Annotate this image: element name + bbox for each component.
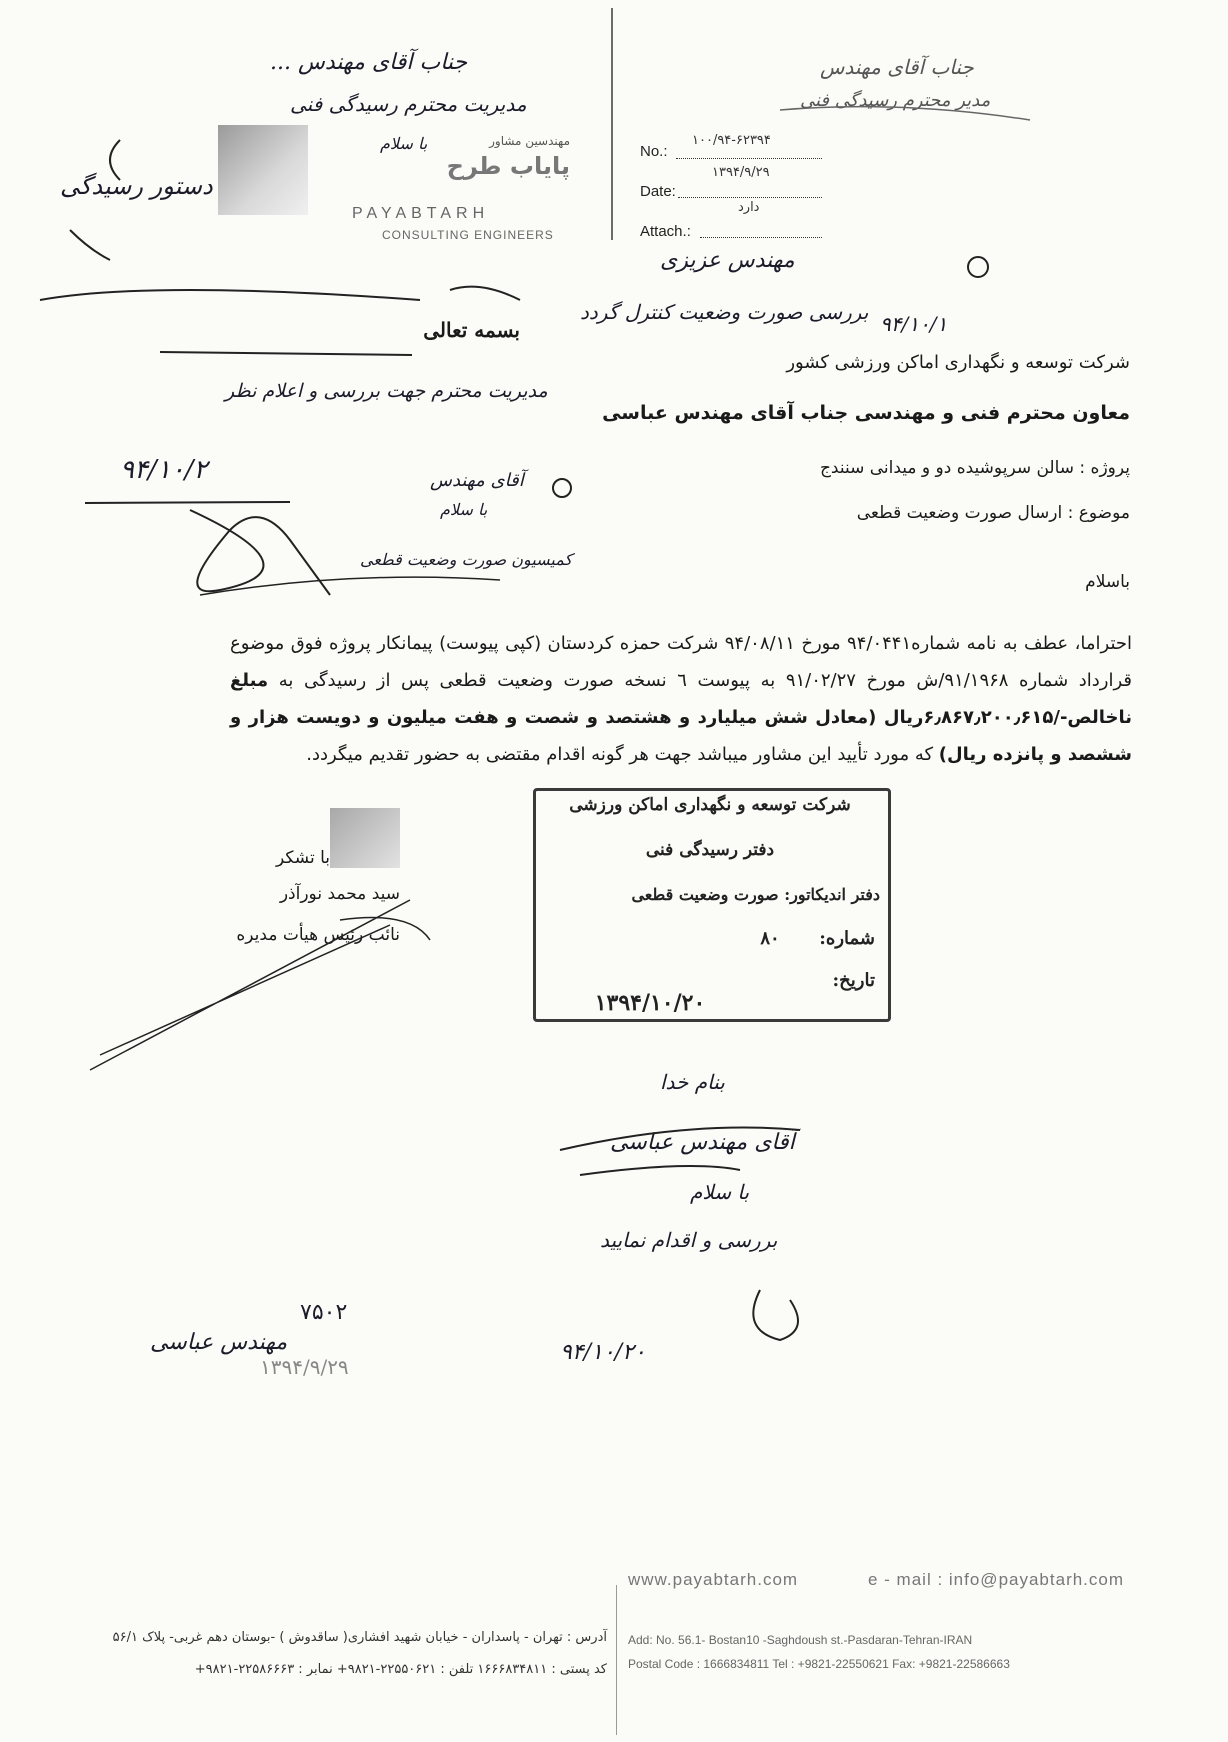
footer-address-en: Add: No. 56.1- Bostan10 -Saghdoush st.-Pasdaran-Tehran-IRAN xyxy=(628,1633,973,1647)
handwriting-middle-2: بررسی صورت وضعیت کنترل گردد xyxy=(580,300,869,324)
handwriting-lower-2: آقای مهندس عباسی xyxy=(610,1130,795,1155)
handwriting-bottom-date: ۱۳۹۴/۹/۲۹ xyxy=(260,1355,349,1379)
footer-address-fa: آدرس : تهران - پاسداران - خیابان شهید افشاری( ساقدوش ) -بوستان دهم غربی- پلاک ۵۶/۱ xyxy=(112,1630,607,1645)
stamp-line-1: شرکت توسعه و نگهداری اماکن ورزشی xyxy=(569,795,851,815)
company-name-en: PAYABTARH xyxy=(352,205,490,222)
handwriting-lower-date: ۹۴/۱۰/۲۰ xyxy=(560,1340,646,1365)
recipient-person: معاون محترم فنی و مهندسی جناب آقای مهندس عباسی xyxy=(602,402,1130,424)
handwriting-top-right-2: مدیر محترم رسیدگی فنی xyxy=(800,90,991,111)
footer-postal-fa: کد پستی : ۱۶۶۶۸۳۴۸۱۱ تلفن : ۲۲۵۵۰۶۲۱-۹۸۲۱+ نمابر : ۲۲۵۸۶۶۶۳-۹۸۲۱+ xyxy=(194,1662,607,1677)
recipient-org: شرکت توسعه و نگهداری اماکن ورزشی کشور xyxy=(786,352,1130,373)
signer-title: نائب رئیس هیأت مدیره xyxy=(236,925,400,945)
footer-website[interactable]: www.payabtarh.com xyxy=(628,1570,799,1589)
handwriting-middle-date: ۹۴/۱۰/۱ xyxy=(880,312,948,336)
stamp-line-3: دفتر اندیکاتور: صورت وضعیت قطعی xyxy=(631,885,880,904)
body-part-2: که مورد تأیید این مشاور میباشد جهت هر گونه اقدام مقتضی به حضور تقدیم میگردد. xyxy=(306,744,934,765)
stamp-number-value: ۸۰ xyxy=(760,928,780,949)
body-amount: مبلغ ناخالص-/۶٫۸۶۷٫۲۰۰٫۶۱۵ریال (معادل شش میلیارد و هشتصد و شصت و هفت میلیون و دویست هزار و ششصد و پانزده ریال) xyxy=(230,670,1132,765)
date-value: ۱۳۹۴/۹/۲۹ xyxy=(712,165,770,180)
stamp-date-value: ۱۳۹۴/۱۰/۲۰ xyxy=(594,990,706,1016)
body-part-1: احتراما، عطف به نامه شماره۹۴/۰۴۴۱ مورخ ۹۴/۰۸/۱۱ شرکت حمزه کردستان (کپی پیوست) پیمانکار پروژه فوق موضوع قرارداد شماره ۹۱/۱۹۶۸/ش مورخ ۹۱/۰۲/۲۷ به پیوست ٦ نسخه صورت وضعیت قطعی پس از رسیدگی به xyxy=(230,633,1132,691)
stamp-date-label: تاریخ: xyxy=(832,970,875,991)
footer-email[interactable]: e - mail : info@payabtarh.com xyxy=(868,1570,1125,1589)
no-value: ۱۰۰/۹۴-۶۲۳۹۴ xyxy=(692,133,771,148)
circled-1-icon xyxy=(967,256,989,278)
handwriting-top-center-3: با سلام xyxy=(380,134,428,153)
handwriting-top-right-1: جناب آقای مهندس xyxy=(820,55,974,79)
handwriting-top-left: دستور رسیدگی xyxy=(60,172,213,200)
stamp-number-label: شماره: xyxy=(819,928,875,949)
handwriting-mid-note-2: با سلام xyxy=(440,500,488,519)
closing: با تشکر xyxy=(276,848,330,868)
handwriting-middle-1: مهندس عزیزی xyxy=(660,248,795,273)
handwriting-left-note: مدیریت محترم جهت بررسی و اعلام نظر xyxy=(225,380,548,402)
handwriting-bottom-name: مهندس عباسی xyxy=(150,1330,288,1355)
handwriting-strokes-lower xyxy=(540,1100,840,1360)
company-name-fa-small: مهندسین مشاور xyxy=(489,134,570,148)
handwriting-lower-4: بررسی و اقدام نمایید xyxy=(600,1228,778,1252)
handwriting-left-num: ۹۴/۱۰/۲ xyxy=(120,455,208,485)
footer-postal-en: Postal Code : 1666834811 Tel : +9821-22550621 Fax: +9821-22586663 xyxy=(628,1657,1010,1671)
handwriting-top-center-2: مدیریت محترم رسیدگی فنی xyxy=(290,92,527,116)
company-subtitle-en: CONSULTING ENGINEERS xyxy=(382,228,554,242)
company-seal xyxy=(330,808,400,868)
handwriting-strokes-middle xyxy=(0,420,620,650)
handwriting-mid-note-1: آقای مهندس xyxy=(430,470,524,491)
project-line: پروژه : سالن سرپوشیده دو و میدانی سنندج xyxy=(819,458,1130,478)
letter-body xyxy=(230,625,1132,773)
company-name-fa: پایاب طرح xyxy=(446,152,570,180)
subject-line: موضوع : ارسال صورت وضعیت قطعی xyxy=(856,503,1130,523)
invocation: بسمه تعالی xyxy=(423,318,520,342)
stamp-line-2: دفتر رسیدگی فنی xyxy=(645,840,775,860)
circled-2-icon xyxy=(552,478,572,498)
signer-name: سید محمد نورآذر xyxy=(279,884,400,904)
date-label: Date: xyxy=(640,183,676,200)
signature-strokes xyxy=(80,880,440,1080)
no-label: No.: xyxy=(640,143,668,160)
footer-divider xyxy=(616,1585,617,1735)
attach-label: Attach.: xyxy=(640,223,691,240)
handwriting-mid-note-3: کمیسیون صورت وضعیت قطعی xyxy=(360,550,573,569)
handwriting-lower-1: بنام خدا xyxy=(660,1070,725,1094)
handwriting-top-center-1: جناب آقای مهندس ... xyxy=(270,50,468,75)
attach-value: دارد xyxy=(738,200,760,215)
greeting: باسلام xyxy=(1085,572,1130,592)
handwriting-bottom-num: ۷۵۰۲ xyxy=(300,1300,348,1325)
handwriting-lower-3: با سلام xyxy=(690,1180,750,1204)
